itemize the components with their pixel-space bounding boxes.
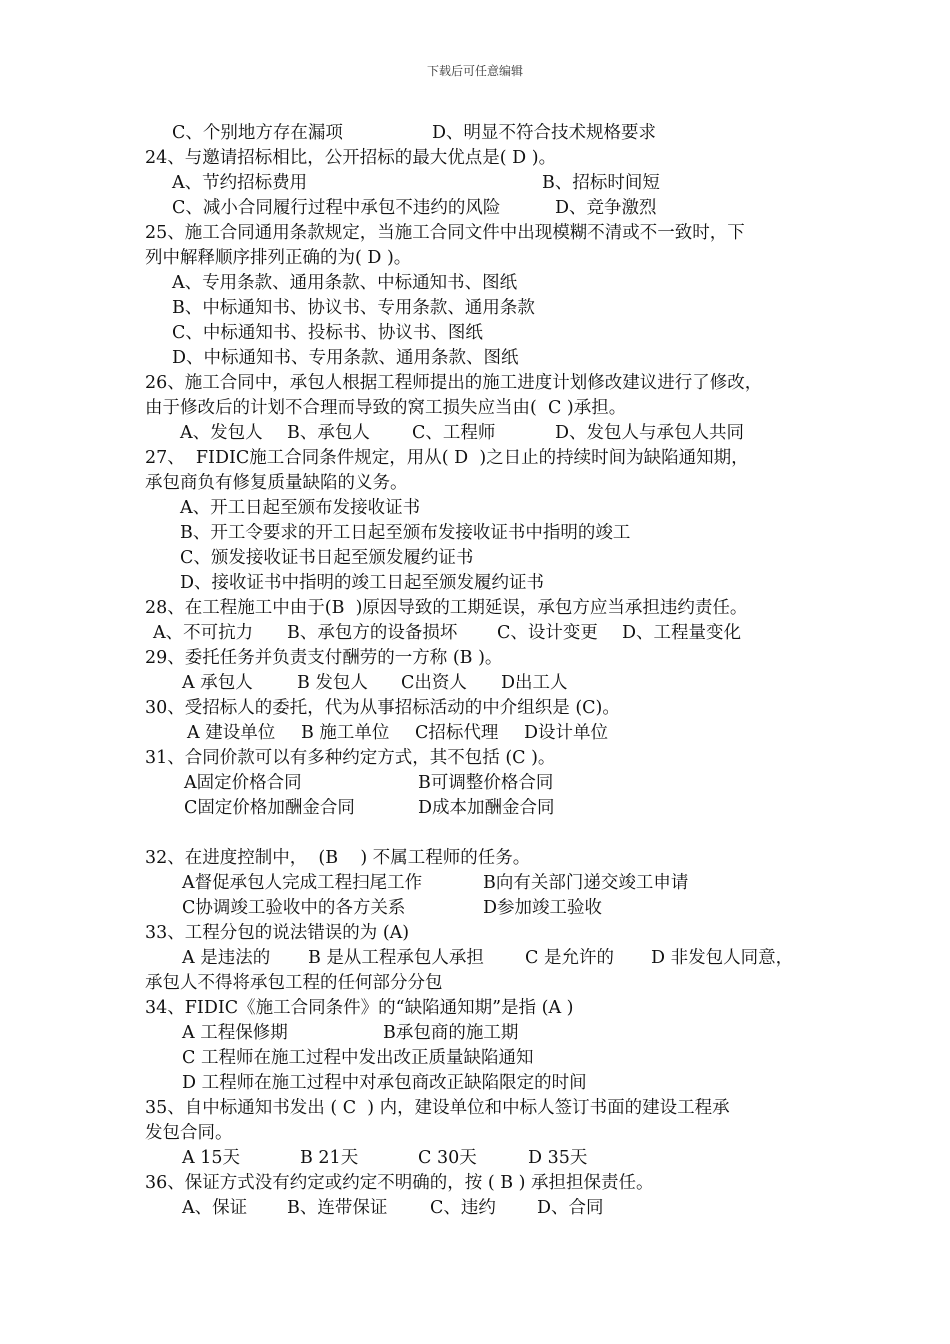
option-text: B承包商的施工期 [383,1023,519,1043]
option-text: B、承包人 [287,423,370,443]
line-text: 27、 FIDIC施工合同条件规定，用从( D )之日止的持续时间为缺陷通知期， [145,448,749,468]
page-header: 下载后可任意编辑 [426,64,523,78]
option-text: C、设计变更 [497,623,598,643]
line-text: A固定价格合同 [184,773,302,793]
line-text: A 工程保修期 [182,1023,288,1043]
option-text: C、工程师 [412,423,496,443]
option-text: B、承包方的设备损坏 [287,623,458,643]
option-text: D、合同 [537,1198,604,1218]
line-text: B、开工令要求的开工日起至颁布发接收证书中指明的竣工 [180,523,631,543]
line-text: D、接收证书中指明的竣工日起至颁发履约证书 [180,573,545,593]
option-text: C招标代理 [415,723,499,743]
line-text: 25、施工合同通用条款规定，当施工合同文件中出现模糊不清或不一致时，下 [145,223,745,243]
line-text: A、保证 [182,1198,248,1218]
option-text: B 施工单位 [301,723,390,743]
option-text: C、违约 [430,1198,496,1218]
line-text: B、中标通知书、协议书、专用条款、通用条款 [172,298,535,318]
line-text: 由于修改后的计划不合理而导致的窝工损失应当由( C )承担。 [145,398,627,418]
option-text: D 35天 [528,1148,588,1168]
line-text: 承包人不得将承包工程的任何部分分包 [145,973,443,993]
option-text: D、工程量变化 [622,623,742,643]
line-text: A 是违法的 [182,948,271,968]
option-text: D设计单位 [524,723,609,743]
line-text: A 15天 [182,1148,240,1168]
option-text: B向有关部门递交竣工申请 [483,873,689,893]
line-text: 24、与邀请招标相比，公开招标的最大优点是( D )。 [145,148,557,168]
line-text: A督促承包人完成工程扫尾工作 [182,873,423,893]
line-text: 26、施工合同中，承包人根据工程师提出的施工进度计划修改建议进行了修改， [145,373,763,393]
line-text: D、中标通知书、专用条款、通用条款、图纸 [172,348,519,368]
option-text: B 21天 [300,1148,359,1168]
line-text: A、不可抗力 [153,623,254,643]
line-text: C、个别地方存在漏项 [172,123,343,143]
option-text: C出资人 [401,673,467,693]
line-text: 列中解释顺序排列正确的为( D )。 [145,248,412,268]
option-text: C 30天 [418,1148,477,1168]
line-text: C 工程师在施工过程中发出改正质量缺陷通知 [182,1048,534,1068]
line-text: 承包商负有修复质量缺陷的义务。 [145,473,408,493]
option-text: D、明显不符合技术规格要求 [432,123,657,143]
line-text: 28、在工程施工中由于(B )原因导致的工期延误，承包方应当承担违约责任。 [145,598,748,618]
option-text: D成本加酬金合同 [418,798,555,818]
line-text: 35、自中标通知书发出 ( C ) 内，建设单位和中标人签订书面的建设工程承 [145,1098,730,1118]
line-text: C、减小合同履行过程中承包不违约的风险 [172,198,501,218]
line-text: C、中标通知书、投标书、协议书、图纸 [172,323,483,343]
option-text: B可调整价格合同 [418,773,554,793]
line-text: A、发包人 [180,423,263,443]
option-text: D参加竣工验收 [483,898,603,918]
line-text: 发包合同。 [145,1123,233,1143]
line-text: A、专用条款、通用条款、中标通知书、图纸 [172,273,518,293]
option-text: D出工人 [501,673,568,693]
line-text: 30、受招标人的委托，代为从事招标活动的中介组织是 (C)。 [145,698,620,718]
line-text: A 建设单位 [187,723,276,743]
option-text: D、发包人与承包人共同 [555,423,745,443]
option-text: B、招标时间短 [542,173,660,193]
line-text: 31、合同价款可以有多种约定方式，其不包括 (C )。 [145,748,556,768]
line-text: 29、委托任务并负责支付酬劳的一方称 (B )。 [145,648,503,668]
option-text: D 非发包人同意， [651,948,794,968]
line-text: 36、保证方式没有约定或约定不明确的，按 ( B ) 承担担保责任。 [145,1173,654,1193]
option-text: B 发包人 [297,673,368,693]
line-text: 33、工程分包的说法错误的为 (A) [145,923,410,943]
line-text: A、开工日起至颁布发接收证书 [180,498,421,518]
option-text: C 是允许的 [525,948,614,968]
line-text: C、颁发接收证书日起至颁发履约证书 [180,548,474,568]
line-text: C协调竣工验收中的各方关系 [182,898,406,918]
option-text: D、竞争激烈 [555,198,657,218]
line-text: 32、在进度控制中， (B ) 不属工程师的任务。 [145,848,531,868]
line-text: A、节约招标费用 [172,173,308,193]
option-text: B 是从工程承包人承担 [308,948,484,968]
line-text: 34、FIDIC《施工合同条件》的“缺陷通知期”是指 (A ) [145,998,574,1018]
line-text: A 承包人 [182,673,253,693]
line-text: C固定价格加酬金合同 [184,798,355,818]
option-text: B、连带保证 [287,1198,388,1218]
line-text: D 工程师在施工过程中对承包商改正缺陷限定的时间 [182,1073,587,1093]
